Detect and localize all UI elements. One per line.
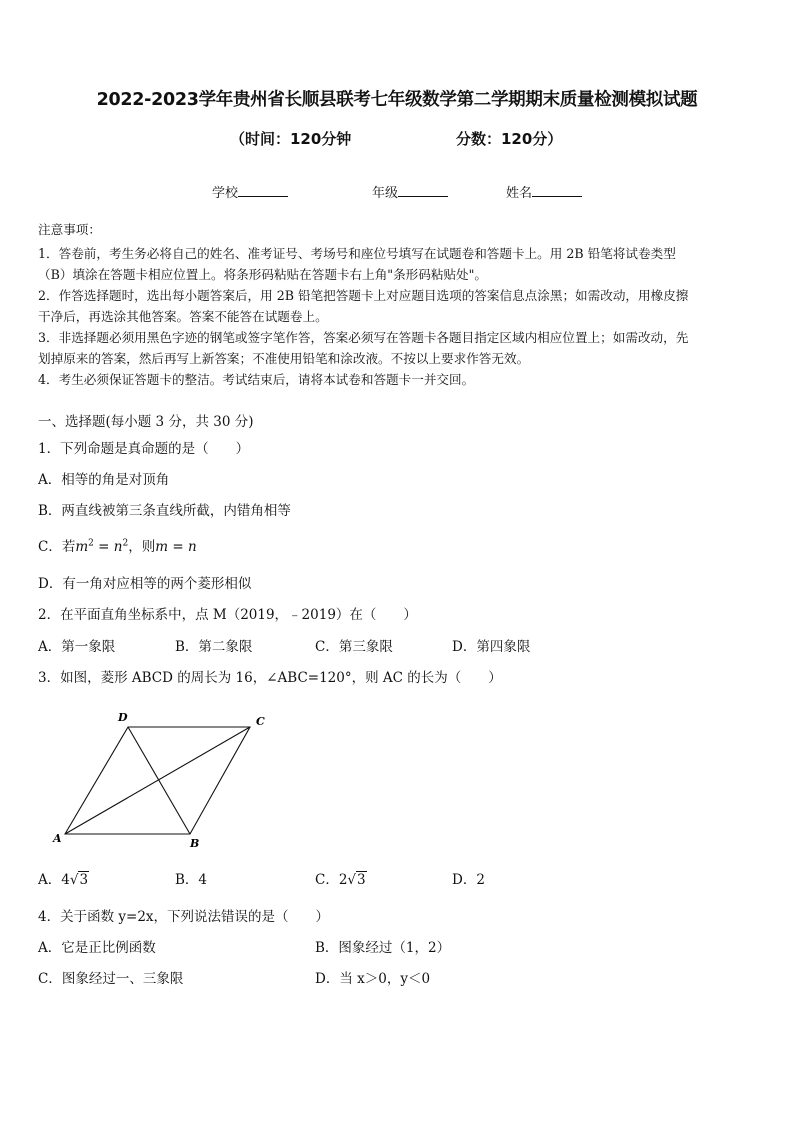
question-stem-4: 4．关于函数 y=2x，下列说法错误的是（ ）: [38, 909, 330, 925]
q2-option-c[interactable]: C．第三象限: [315, 639, 393, 655]
section-heading: 一、选择题(每小题 3 分，共 30 分): [38, 414, 254, 430]
q2-option-d[interactable]: D．第四象限: [452, 639, 531, 655]
q3-option-a[interactable]: [38, 868, 89, 888]
radicand: 3: [79, 872, 89, 888]
q3-option-c-prefix: C．2: [315, 872, 348, 888]
note-line: 3．非选择题必须用黑色字迹的钢笔或签字笔作答，答案必须写在答题卡各题目指定区域内相应位置上；如需改动，先: [38, 330, 689, 345]
question-stem-2: 2．在平面直角坐标系中，点 M（2019，﹣2019）在（ ）: [38, 607, 417, 623]
note-line: 4．考生必须保证答题卡的整洁。考试结束后，请将本试卷和答题卡一并交回。: [38, 372, 475, 387]
sqrt-expression: √3: [347, 872, 366, 888]
note-line: 干净后，再选涂其他答案。答案不能答在试题卷上。: [38, 309, 328, 324]
q1-option-b[interactable]: B．两直线被第三条直线所截，内错角相等: [38, 503, 291, 519]
q4-option-b[interactable]: B．图象经过（1，2）: [315, 940, 451, 956]
vertex-label-b: B: [190, 837, 200, 850]
notes-heading: 注意事项：: [38, 222, 101, 237]
vertex-label-d: D: [118, 711, 128, 724]
question-stem-1: 1．下列命题是真命题的是（ ）: [38, 441, 250, 457]
school-label: 学校: [212, 186, 239, 201]
q1-option-d[interactable]: D．有一角对应相等的两个菱形相似: [38, 576, 252, 592]
exam-title: 2022-2023学年贵州省长顺县联考七年级数学第二学期期末质量检测模拟试题: [96, 90, 698, 110]
q1-option-a[interactable]: A．相等的角是对顶角: [38, 472, 170, 488]
grade-field[interactable]: [372, 182, 448, 201]
q4-option-d[interactable]: D．当 x＞0，y＜0: [315, 971, 431, 987]
vertex-label-a: A: [53, 832, 62, 845]
exam-time: （时间：120分钟: [230, 130, 352, 148]
school-blank[interactable]: [238, 184, 288, 197]
grade-label: 年级: [372, 186, 399, 201]
note-line: 2．作答选择题时，选出每小题答案后，用 2B 铅笔把答题卡上对应题目选项的答案信息点涂黑；如需改动，用橡皮擦: [38, 288, 689, 303]
q4-option-c[interactable]: C．图象经过一、三象限: [38, 971, 184, 987]
sqrt-expression: √3: [69, 872, 89, 888]
note-line: （B）填涂在答题卡相应位置上。将条形码粘贴在答题卡右上角"条形码粘贴处"。: [38, 267, 488, 282]
exam-score: 分数：120分）: [456, 130, 563, 148]
q3-option-a-prefix: A．4: [38, 872, 70, 888]
q4-option-a[interactable]: A．它是正比例函数: [38, 940, 156, 956]
name-blank[interactable]: [532, 184, 582, 197]
q2-option-b[interactable]: B．第二象限: [175, 639, 253, 655]
q1-option-c[interactable]: [38, 535, 197, 555]
q1-option-c-mid: ，则: [128, 539, 156, 555]
radicand: 3: [357, 872, 366, 888]
q3-option-c[interactable]: [315, 868, 367, 888]
diagonal-bd: [128, 727, 190, 834]
q3-option-b[interactable]: B．4: [175, 872, 208, 888]
math-expression: $m^2 = n^2$: [75, 538, 129, 555]
rhombus-figure: [50, 710, 280, 855]
question-stem-3: 3．如图，菱形 ABCD 的周长为 16，∠ABC=120°，则 AC 的长为（ ）: [38, 670, 502, 686]
name-label: 姓名: [506, 186, 533, 201]
math-expression: m = n: [155, 539, 197, 555]
q3-option-d[interactable]: D．2: [452, 872, 485, 888]
vertex-label-c: C: [256, 715, 265, 728]
name-field[interactable]: [506, 182, 582, 201]
grade-blank[interactable]: [398, 184, 448, 197]
school-field[interactable]: [212, 182, 288, 201]
q2-option-a[interactable]: A．第一象限: [38, 639, 116, 655]
note-line: 1．答卷前，考生务必将自己的姓名、准考证号、考场号和座位号填写在试题卷和答题卡上。用 2B 铅笔将试卷类型: [38, 246, 676, 261]
q1-option-c-prefix: C．若: [38, 539, 76, 555]
note-line: 划掉原来的答案，然后再写上新答案；不准使用铅笔和涂改液。不按以上要求作答无效。: [38, 351, 530, 366]
diagonal-ac: [65, 727, 250, 834]
